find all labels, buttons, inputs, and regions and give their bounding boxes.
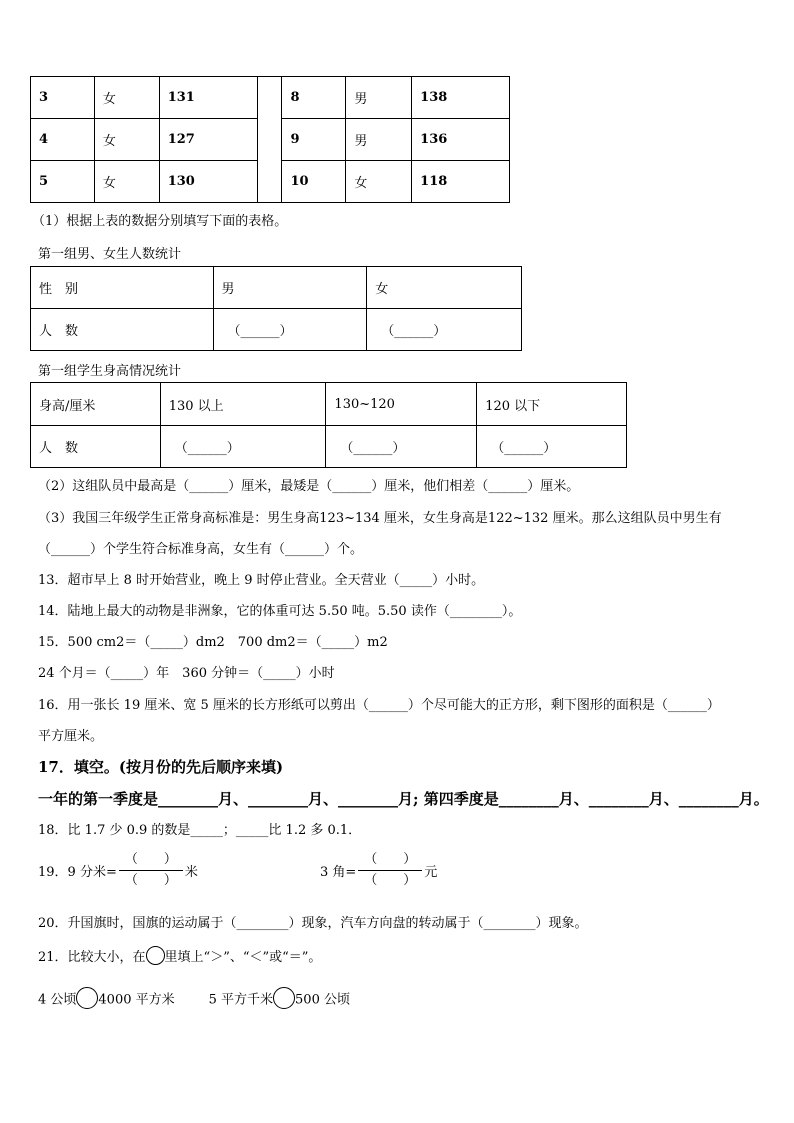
q19-label: 19．9 分米= (38, 865, 117, 880)
answer-blank[interactable]: （______） (160, 426, 326, 468)
table-header-cell: 男 (213, 267, 367, 309)
answer-blank[interactable]: （______） (477, 426, 627, 468)
question-19-part2 (320, 850, 437, 891)
table-header-cell: 身高/厘米 (31, 383, 161, 426)
student-height: 127 (159, 119, 257, 161)
row-label: 人 数 (31, 426, 161, 468)
answer-blank[interactable]: （______） (367, 309, 522, 351)
compare-left-a: 4 公顷 (38, 992, 77, 1008)
student-height-table (30, 76, 510, 203)
student-height: 138 (412, 77, 510, 119)
table-header-cell: 性 别 (31, 267, 214, 309)
table-header-cell: 120 以下 (477, 383, 627, 426)
table-row (31, 309, 522, 351)
numerator-blank[interactable]: （ ） (119, 850, 183, 871)
student-no: 3 (31, 77, 95, 119)
table-gap (257, 77, 282, 203)
compare-right-b: 500 公顷 (295, 992, 350, 1008)
denominator-blank[interactable]: （ ） (124, 873, 177, 888)
table-header-cell: 130~120 (326, 383, 477, 426)
table-row (31, 77, 510, 119)
gender-table-caption: 第一组男、女生人数统计 (38, 247, 182, 262)
student-no: 9 (282, 119, 346, 161)
q21-suffix: 里填上“＞”、“＜”或“＝”。 (164, 950, 322, 965)
student-gender: 男 (346, 119, 412, 161)
question-18: 18．比 1.7 少 0.9 的数是_____；_____比 1.2 多 0.1． (38, 823, 362, 838)
question-16-line1: 16．用一张长 19 厘米、宽 5 厘米的长方形纸可以剪出（______）个尽可能大的正方形，剩下图形的面积是（______） (38, 698, 720, 713)
answer-blank[interactable]: （______） (213, 309, 367, 351)
question-16-line2: 平方厘米。 (38, 729, 104, 744)
question-21 (38, 946, 321, 965)
q19-label2: 3 角= (320, 865, 357, 880)
question-2: （2）这组队员中最高是（______）厘米，最矮是（______）厘米，他们相差（______）厘米。 (38, 479, 580, 494)
student-gender: 男 (346, 77, 412, 119)
student-no: 5 (31, 161, 95, 203)
student-height: 118 (412, 161, 510, 203)
student-height: 136 (412, 119, 510, 161)
question-15-line2: 24 个月＝（_____）年 360 分钟＝（_____）小时 (38, 666, 335, 681)
question-17-title: 17．填空。(按月份的先后顺序来填) (38, 758, 284, 776)
numerator-blank[interactable]: （ ） (358, 850, 422, 871)
student-gender: 女 (94, 161, 159, 203)
row-label: 人 数 (31, 309, 214, 351)
table-header-cell: 女 (367, 267, 522, 309)
student-height: 131 (159, 77, 257, 119)
student-height: 130 (159, 161, 257, 203)
student-no: 4 (31, 119, 95, 161)
answer-blank[interactable]: （______） (326, 426, 477, 468)
question-17-line: 一年的第一季度是________月、________月、________月; 第四季度是________月、________月、________月。 (38, 790, 769, 808)
compare-circle-a[interactable] (76, 987, 98, 1009)
q19-unit: 米 (184, 865, 198, 880)
compare-right-a: 4000 平方米 (98, 992, 175, 1008)
question-19-part1 (38, 850, 198, 891)
question-13: 13．超市早上 8 时开始营业，晚上 9 时停止营业。全天营业（_____）小时。 (38, 573, 485, 588)
q1-instruction: （1）根据上表的数据分别填写下面的表格。 (32, 214, 288, 229)
gender-count-table (30, 266, 522, 351)
comparison-circle-icon (146, 946, 165, 965)
table-row (31, 383, 627, 426)
question-15-line1: 15．500 cm2＝（_____）dm2 700 dm2＝（_____）m2 (38, 635, 388, 650)
student-no: 10 (282, 161, 346, 203)
question-3-line1: （3）我国三年级学生正常身高标准是：男生身高123~134 厘米，女生身高是122~132 厘米。那么这组队员中男生有 (38, 511, 722, 526)
question-21-items (38, 987, 350, 1009)
q21-prefix: 21．比较大小，在 (38, 950, 146, 965)
denominator-blank[interactable]: （ ） (364, 873, 417, 888)
compare-circle-b[interactable] (273, 987, 295, 1009)
height-stats-table (30, 382, 627, 468)
table-row (31, 267, 522, 309)
height-table-caption: 第一组学生身高情况统计 (38, 364, 182, 379)
compare-left-b: 5 平方千米 (208, 992, 274, 1008)
question-14: 14．陆地上最大的动物是非洲象，它的体重可达 5.50 吨。5.50 读作（________）。 (38, 604, 522, 619)
table-header-cell: 130 以上 (160, 383, 326, 426)
fraction (119, 850, 183, 891)
student-no: 8 (282, 77, 346, 119)
question-3-line2: （______）个学生符合标准身高，女生有（______）个。 (38, 542, 364, 557)
question-20: 20．升国旗时，国旗的运动属于（________）现象，汽车方向盘的转动属于（________）现象。 (38, 916, 588, 931)
student-gender: 女 (346, 161, 412, 203)
fraction (358, 850, 422, 891)
table-row (31, 426, 627, 468)
student-gender: 女 (94, 119, 159, 161)
q19-unit2: 元 (424, 865, 438, 880)
student-gender: 女 (94, 77, 159, 119)
